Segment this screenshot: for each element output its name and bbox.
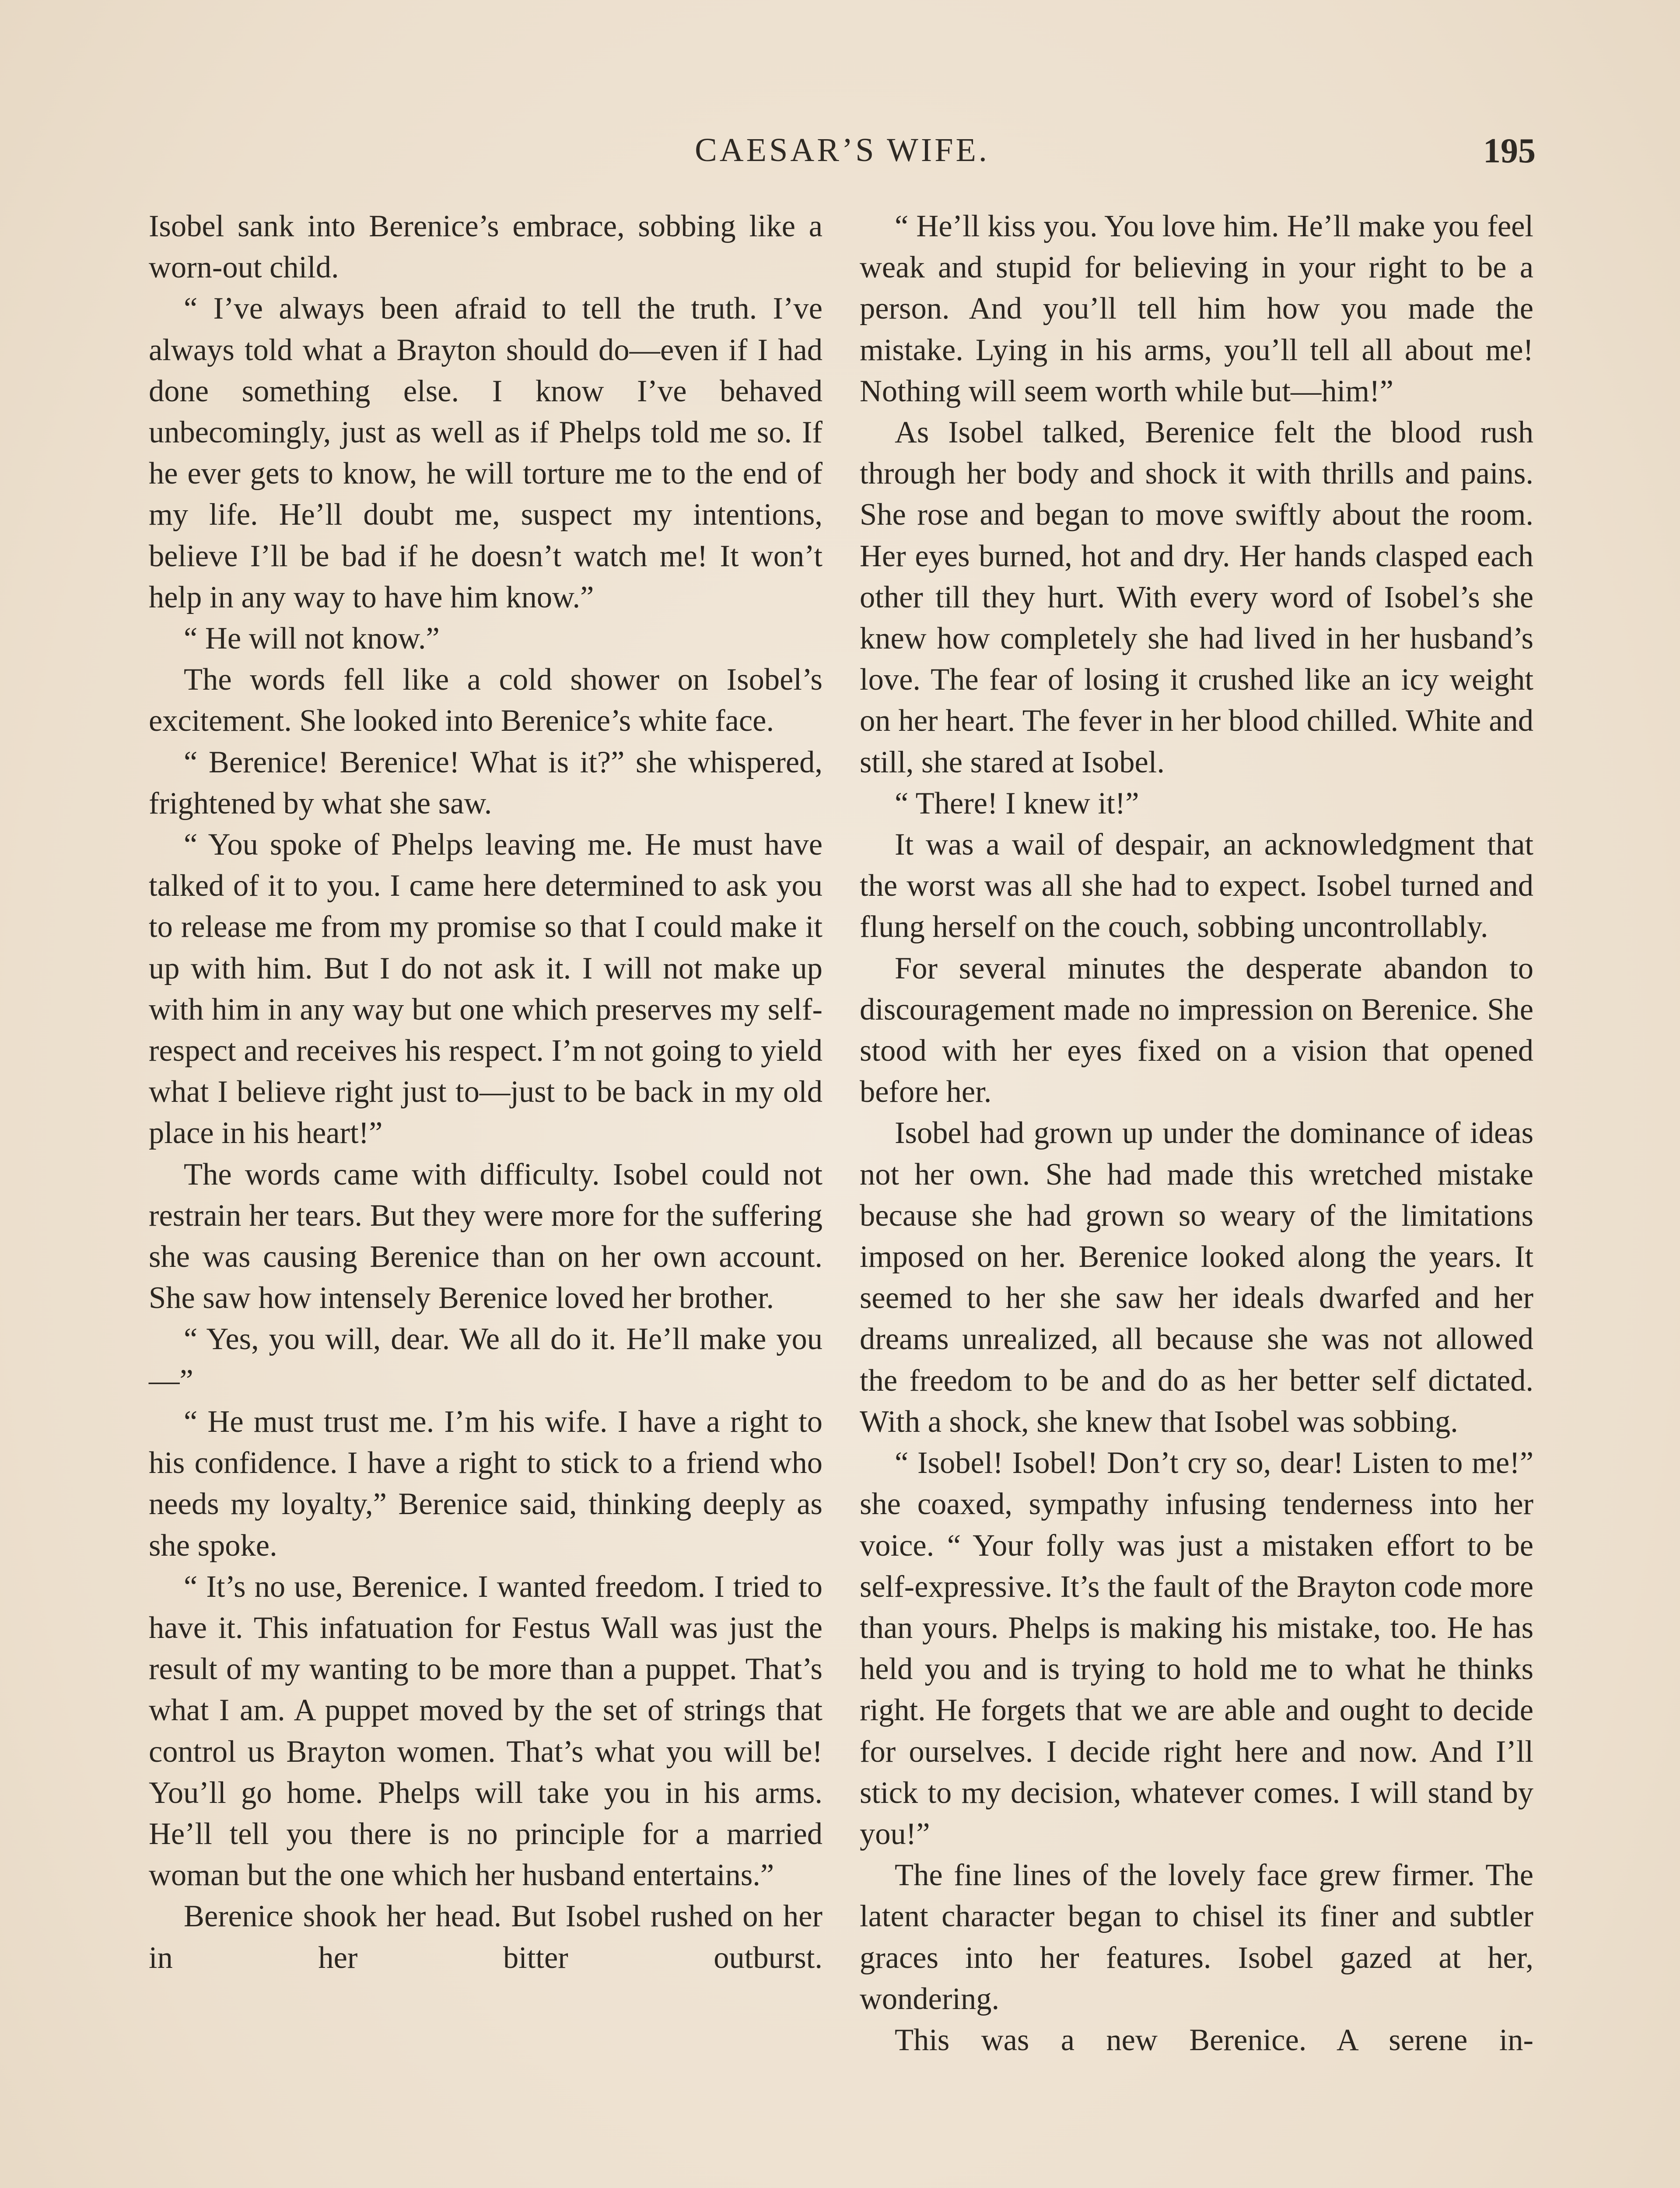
paragraph: “ He will not know.” — [184, 621, 440, 656]
page-number: 195 — [1483, 132, 1536, 170]
running-title: CAESAR’S WIFE. — [695, 132, 990, 168]
paragraph: The words fell like a cold shower on Isobel’s excitement. She looked into Berenice’s white face. — [149, 663, 822, 738]
paragraph: “ He’ll kiss you. You love him. He’ll make you feel weak and stupid for believing in your right to be a person. And you’ll tell him how you made the mistake. Lying in his arms, you’ll tell all about me! Nothing will seem worth while but—him!” — [860, 209, 1533, 408]
running-head — [149, 131, 1536, 179]
paragraph: This was a new Berenice. A serene in- — [895, 2023, 1533, 2057]
paragraph: “ There! I knew it!” — [895, 786, 1139, 820]
left-text-column — [149, 206, 822, 1978]
right-text-column — [860, 206, 1533, 2061]
paragraph: “ I’ve always been afraid to tell the truth. I’ve always told what a Brayton should do—even if I had done something else. I know I’ve behaved unbecomingly, just as well as if Phelps told me so. If he ever gets to know, he will torture me to the end of my life. He’ll doubt me, suspect my intentions, believe I’ll be bad if he doesn’t watch me! It won’t help in any way to have him know.” — [149, 291, 822, 614]
paragraph: As Isobel talked, Berenice felt the blood rush through her body and shock it with thrills and pains. She rose and began to move swiftly about the room. Her eyes burned, hot and dry. Her hands clasped each other till they hurt. With every word of Isobel’s she knew how completely she had lived in her husband’s love. The fear of losing it crushed like an icy weight on her heart. The fever in her blood chilled. White and still, she stared at Isobel. — [860, 415, 1533, 779]
paragraph: “ You spoke of Phelps leaving me. He must have talked of it to you. I came here determined to ask you to release me from my promise so that I could make it up with him. But I do not ask it. I will not make up with him in any way but one which preserves my self-respect and receives his respect. I’m not going to yield what I believe right just to—just to be back in my old place in his heart!” — [149, 828, 822, 1150]
paragraph: The fine lines of the lovely face grew firmer. The latent character began to chisel its finer and subtler graces into her features. Isobel gazed at her, wondering. — [860, 1858, 1533, 2016]
paragraph: “ He must trust me. I’m his wife. I have a right to his confidence. I have a right to stick to a friend who needs my loyalty,” Berenice said, thinking deeply as she spoke. — [149, 1404, 822, 1563]
paragraph: It was a wail of despair, an acknowledgment that the worst was all she had to expect. Isobel turned and flung herself on the couch, sobbing uncontrollably. — [860, 828, 1533, 944]
paragraph: For several minutes the desperate abandon to discouragement made no impression on Berenice. She stood with her eyes fixed on a vision that opened before her. — [860, 951, 1533, 1109]
paragraph: The words came with difficulty. Isobel could not restrain her tears. But they were more for the suffering she was causing Berenice than on her own account. She saw how intensely Berenice loved her brother. — [149, 1157, 822, 1315]
paragraph: “ Berenice! Berenice! What is it?” she whispered, frightened by what she saw. — [149, 745, 822, 820]
paragraph: Berenice shook her head. But Isobel rushed on her in her bitter outburst. — [149, 1899, 822, 1975]
paragraph: “ It’s no use, Berenice. I wanted freedom. I tried to have it. This infatuation for Festus Wall was just the result of my wanting to be more than a puppet. That’s what I am. A puppet moved by the set of strings that control us Brayton women. That’s what you will be! You’ll go home. Phelps will take you in his arms. He’ll tell you there is no principle for a married woman but the one which her husband entertains.” — [149, 1569, 822, 1893]
paragraph: Isobel sank into Berenice’s embrace, sobbing like a worn-out child. — [149, 209, 822, 285]
paragraph: “ Yes, you will, dear. We all do it. He’ll make you—” — [149, 1322, 822, 1398]
paragraph: “ Isobel! Isobel! Don’t cry so, dear! Listen to me!” she coaxed, sympathy infusing tenderness into her voice. “ Your folly was just a mistaken effort to be self-expressive. It’s the fault of the Brayton code more than yours. Phelps is making his mistake, too. He has held you and is trying to hold me to what he thinks right. He forgets that we are able and ought to decide for ourselves. I decide right here and now. And I’ll stick to my decision, whatever comes. I will stand by you!” — [860, 1446, 1533, 1851]
paragraph: Isobel had grown up under the dominance of ideas not her own. She had made this wretched mistake because she had grown so weary of the limitations imposed on her. Berenice looked along the years. It seemed to her she saw her ideals dwarfed and her dreams unrealized, all because she was not allowed the freedom to be and do as her better self dictated. With a shock, she knew that Isobel was sobbing. — [860, 1116, 1533, 1439]
